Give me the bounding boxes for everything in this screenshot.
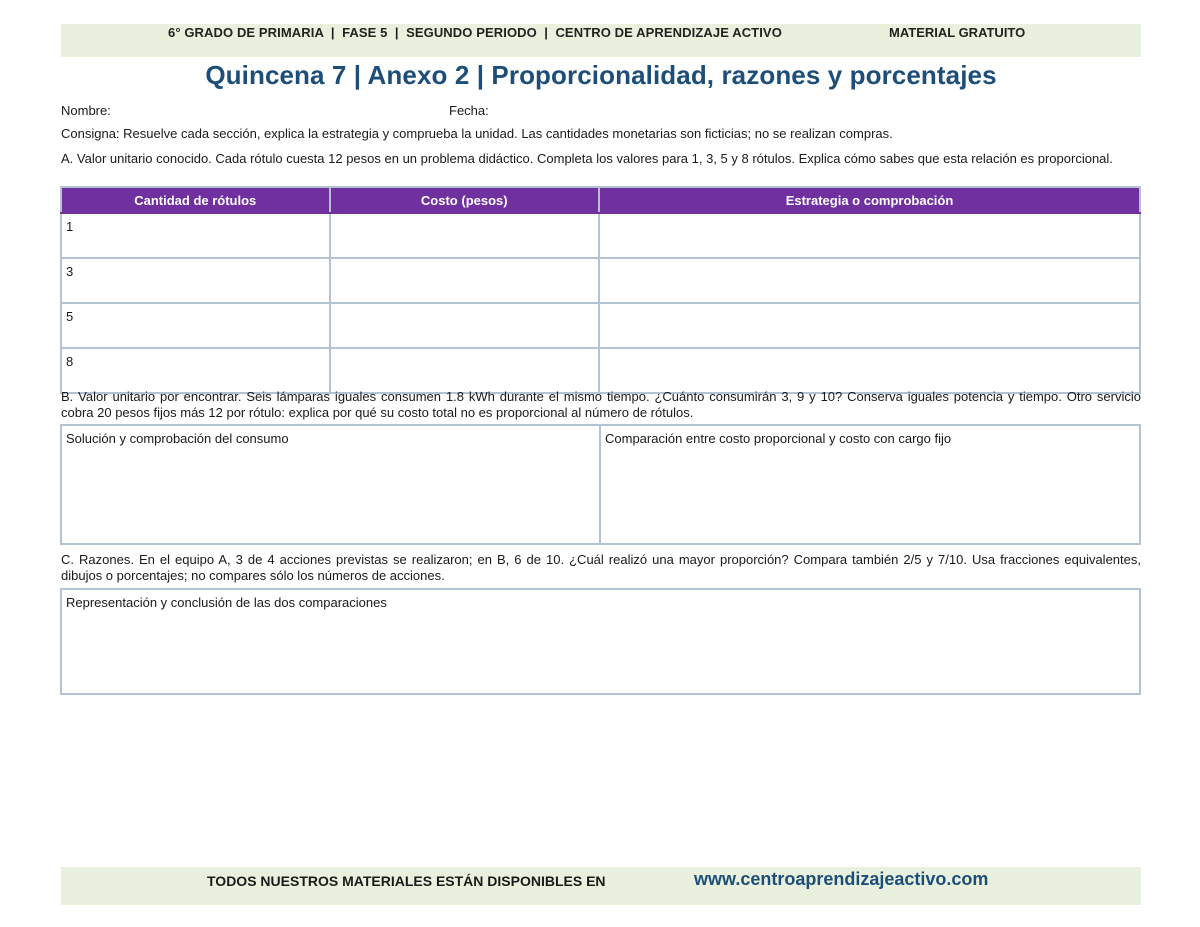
column-header-strategy: Estrategia o comprobación [599,187,1140,213]
name-label: Nombre: [61,103,111,118]
footer-bar [61,867,1141,905]
cost-cell[interactable] [330,303,599,348]
section-a-table [60,186,1141,394]
strategy-cell[interactable] [599,348,1140,393]
consumption-solution-box[interactable] [60,424,601,545]
strategy-cell[interactable] [599,258,1140,303]
quantity-cell: 8 [61,348,330,393]
date-label: Fecha: [449,103,489,118]
ratio-conclusion-box[interactable] [60,588,1141,695]
column-header-quantity: Cantidad de rótulos [61,187,330,213]
table-row [61,348,1140,393]
section-c-text: C. Razones. En el equipo A, 3 de 4 acciones previstas se realizaron; en B, 6 de 10. ¿Cuál realizó una mayor proporción? Compara también 2/5 y 7/10. Usa fracciones equivalentes, dibujos o porcentajes; no compares sólo los números de acciones. [61,552,1141,583]
strategy-cell[interactable] [599,213,1140,258]
section-b-text: B. Valor unitario por encontrar. Seis lámparas iguales consumen 1.8 kWh durante el mismo tiempo. ¿Cuánto consumirán 3, 9 y 10? Conserva iguales potencia y tiempo. Otro servicio cobra 20 pesos fijos más 12 por rótulo: explica por qué su costo total no es proporcional al número de rótulos. [61,389,1141,420]
quantity-cell: 5 [61,303,330,348]
cost-comparison-box[interactable] [599,424,1141,545]
table-row [61,303,1140,348]
quantity-cell: 3 [61,258,330,303]
header-bar [61,24,1141,57]
footer-text: TODOS NUESTROS MATERIALES ESTÁN DISPONIBLES EN [207,873,606,889]
strategy-cell[interactable] [599,303,1140,348]
cost-cell[interactable] [330,213,599,258]
table-header-row [61,187,1140,213]
table-row [61,258,1140,303]
column-header-cost: Costo (pesos) [330,187,599,213]
ratio-conclusion-label: Representación y conclusión de las dos comparaciones [66,595,387,610]
footer-url-link[interactable]: www.centroaprendizajeactivo.com [694,869,989,889]
grade-info: 6° GRADO DE PRIMARIA | FASE 5 | SEGUNDO PERIODO | CENTRO DE APRENDIZAJE ACTIVO [168,25,782,40]
section-a-text: A. Valor unitario conocido. Cada rótulo cuesta 12 pesos en un problema didáctico. Completa los valores para 1, 3, 5 y 8 rótulos. Explica cómo sabes que esta relación es proporcional. [61,151,1113,166]
page-title: Quincena 7 | Anexo 2 | Proporcionalidad, razones y porcentajes [205,60,997,90]
consumption-solution-label: Solución y comprobación del consumo [66,431,289,446]
quantity-cell: 1 [61,213,330,258]
free-material-label: MATERIAL GRATUITO [889,25,1026,40]
table-row [61,213,1140,258]
cost-cell[interactable] [330,258,599,303]
cost-cell[interactable] [330,348,599,393]
cost-comparison-label: Comparación entre costo proporcional y costo con cargo fijo [605,431,952,446]
instruction-text: Consigna: Resuelve cada sección, explica la estrategia y comprueba la unidad. Las cantidades monetarias son ficticias; no se realizan compras. [61,126,893,141]
